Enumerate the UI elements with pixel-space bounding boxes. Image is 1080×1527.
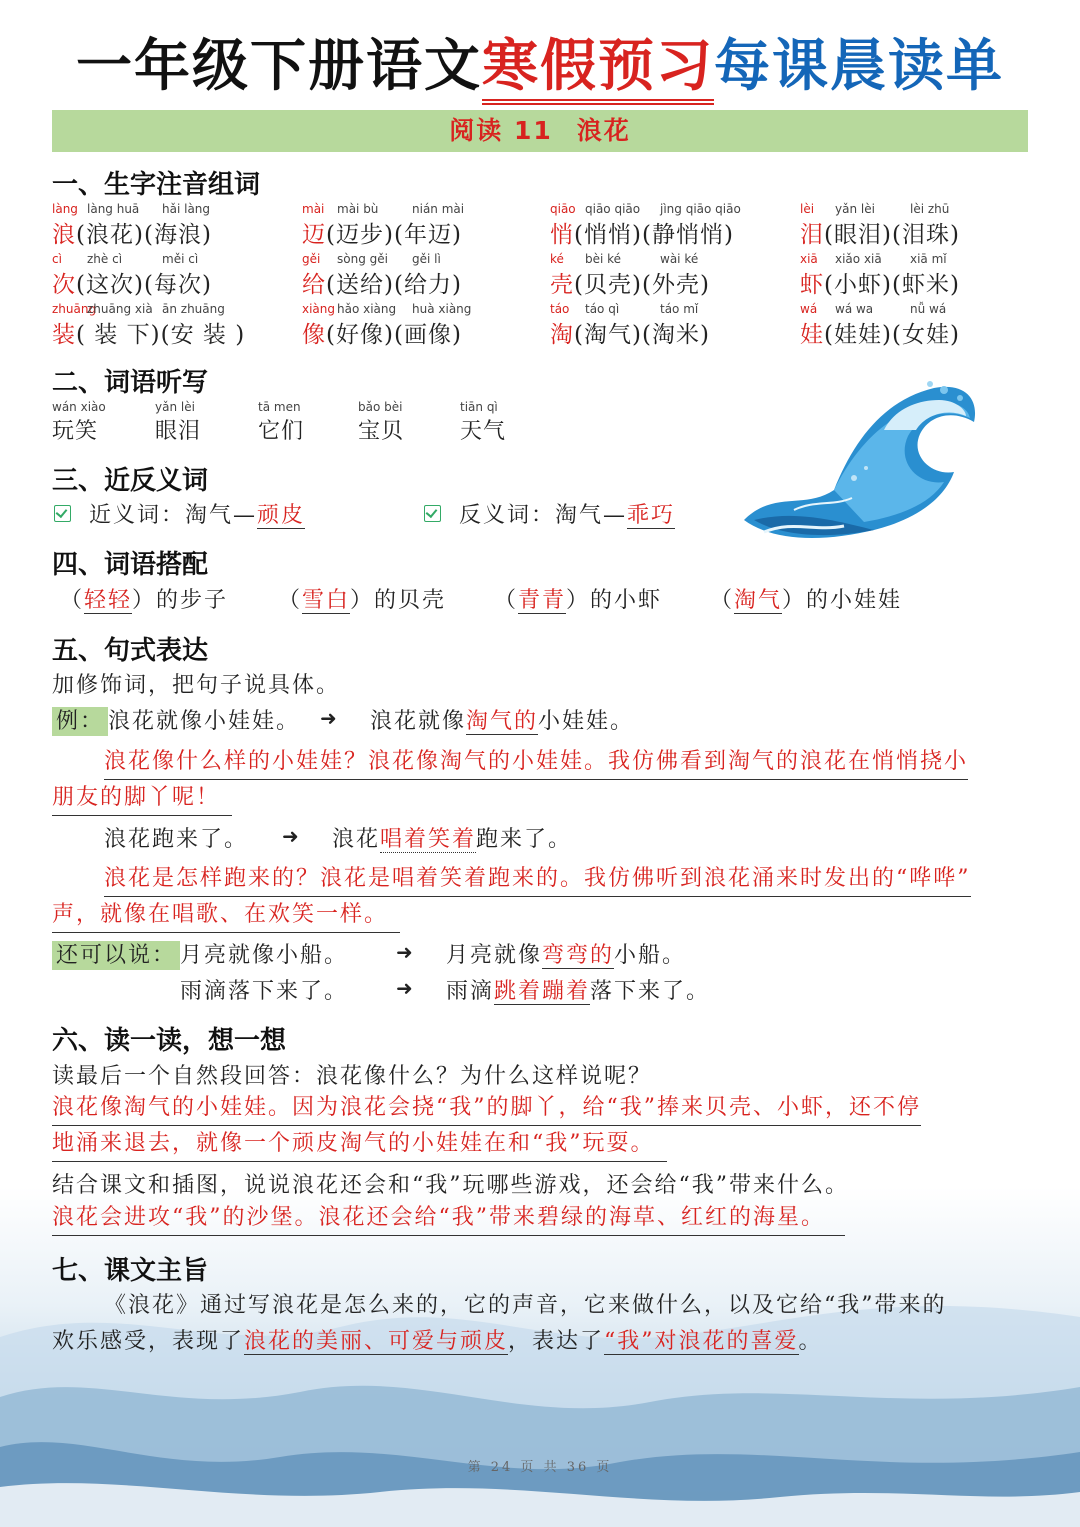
char-entry: 娃(娃娃)(女娃) xyxy=(800,322,960,348)
also-say-line-1 xyxy=(52,938,348,969)
answer-q1-line-1: 浪花像淘气的小娃娃。因为浪花会挠“我”的脚丫，给“我”捧来贝壳、小虾，还不停 xyxy=(52,1091,921,1126)
example-4-modifier: 跳着蹦着 xyxy=(494,979,591,1004)
example-1-right-a: 浪花就像 xyxy=(370,709,467,734)
synonym-answer: 顽皮 xyxy=(257,503,306,528)
word-2: 年迈 xyxy=(403,222,452,248)
collocation-answer: 雪白 xyxy=(302,588,351,613)
example-3-right xyxy=(446,938,686,969)
answer-2-line-1: 浪花是怎样跑来的？浪花是唱着笑着跑来的。我仿佛听到浪花涌来时发出的“哗哗” xyxy=(104,862,971,897)
example-2-modifier: 唱着笑着 xyxy=(380,827,477,852)
answer-2 xyxy=(52,861,971,933)
target-char: 浪 xyxy=(52,222,76,248)
word-2: 画像 xyxy=(403,322,452,348)
char-pinyin: gěi xyxy=(302,252,321,266)
word-2: 外壳 xyxy=(651,272,700,298)
target-char: 娃 xyxy=(800,322,824,348)
word-pinyin: yǎn lèi xyxy=(835,202,875,216)
dictation-pinyin: tā men xyxy=(258,400,301,414)
collocation-noun: 的小虾 xyxy=(590,588,663,613)
target-char: 像 xyxy=(302,322,326,348)
word-2: 安 装 xyxy=(170,322,236,348)
example-1-modifier: 淘气的 xyxy=(466,709,539,734)
char-pinyin: wá xyxy=(800,302,818,316)
answer-q2-line: 浪花会进攻“我”的沙堡。浪花还会给“我”带来碧绿的海草、红红的海星。 xyxy=(52,1201,845,1236)
summary-b: ，表达了 xyxy=(508,1329,605,1354)
example-3-right-b: 小船。 xyxy=(614,943,687,968)
word-2: 泪珠 xyxy=(901,222,950,248)
target-char: 给 xyxy=(302,272,326,298)
question-1: 读最后一个自然段回答：浪花像什么？为什么这样说呢？ xyxy=(52,1064,653,1089)
word-pinyin: làng huā xyxy=(87,202,140,216)
arrow-icon: ➜ xyxy=(396,940,415,964)
char-entry: 淘(淘气)(淘米) xyxy=(550,322,710,348)
section-heading-7: 七、课文主旨 xyxy=(52,1256,209,1286)
answer-1 xyxy=(52,744,968,816)
dictation-word: 它们 xyxy=(258,419,305,444)
word-2: 淘米 xyxy=(651,322,700,348)
target-char: 次 xyxy=(52,272,76,298)
word-pinyin: wá wa xyxy=(835,302,874,316)
example-4-right-b: 落下来了。 xyxy=(590,979,711,1004)
answer-q2 xyxy=(52,1200,845,1236)
example-1-right xyxy=(370,704,634,735)
char-entry: 虾(小虾)(虾米) xyxy=(800,272,960,298)
collocation-item: （轻轻）的步子 xyxy=(60,588,229,613)
section-heading-1: 一、生字注音组词 xyxy=(52,170,261,200)
title-part1: 一年级下册语文 xyxy=(76,34,482,99)
collocation-item: （雪白）的贝壳 xyxy=(278,588,447,613)
example-4-right-a: 雨滴 xyxy=(446,979,495,1004)
char-pinyin: mài xyxy=(302,202,325,216)
checkbox-icon xyxy=(424,505,441,522)
char-entry: 给(送给)(给力) xyxy=(302,272,462,298)
title-part3: 每课晨读单 xyxy=(714,34,1004,99)
char-pinyin: lèi xyxy=(800,202,815,216)
word-2: 虾米 xyxy=(901,272,950,298)
example-1 xyxy=(52,704,300,735)
page-footer: 第 24 页 共 36 页 xyxy=(467,1460,613,1475)
char-entry: 迈(迈步)(年迈) xyxy=(302,222,462,248)
s5-intro: 加修饰词，把句子说具体。 xyxy=(52,673,341,698)
char-pinyin: zhuāng xyxy=(52,302,97,316)
word-pinyin: jìng qiāo qiāo xyxy=(660,202,741,216)
arrow-icon: ➜ xyxy=(320,706,339,730)
dictation-pinyin: wán xiào xyxy=(52,400,106,414)
antonym-answer: 乖巧 xyxy=(627,503,676,528)
collocation-answer: 轻轻 xyxy=(84,588,133,613)
dictation-word: 天气 xyxy=(460,419,507,444)
target-char: 虾 xyxy=(800,272,824,298)
char-pinyin: ké xyxy=(550,252,564,266)
word-pinyin: bèi ké xyxy=(585,252,622,266)
word-pinyin: xiā mǐ xyxy=(910,252,947,266)
example-3-left: 月亮就像小船。 xyxy=(180,943,349,968)
example-label: 例： xyxy=(52,707,108,736)
target-char: 泪 xyxy=(800,222,824,248)
section-heading-4: 四、词语搭配 xyxy=(52,550,209,580)
word-2: 每次 xyxy=(153,272,202,298)
target-char: 装 xyxy=(52,322,76,348)
word-1: 浪花 xyxy=(85,222,134,248)
word-1: 送给 xyxy=(335,272,384,298)
lesson-name: 浪花 xyxy=(576,116,631,145)
dictation-pinyin: bǎo bèi xyxy=(358,400,403,414)
char-entry: 悄(悄悄)(静悄悄) xyxy=(550,222,734,248)
word-pinyin: hǎo xiàng xyxy=(337,302,397,316)
word-1: 淘气 xyxy=(583,322,632,348)
word-1: 小虾 xyxy=(833,272,882,298)
char-pinyin: làng xyxy=(52,202,78,216)
page-title xyxy=(0,30,1080,104)
example-2-left: 浪花跑来了。 xyxy=(104,827,249,852)
collocation-answer: 淘气 xyxy=(734,588,783,613)
word-1: 悄悄 xyxy=(583,222,632,248)
word-pinyin: huà xiàng xyxy=(412,302,472,316)
char-pinyin: xiā xyxy=(800,252,818,266)
word-pinyin: hǎi làng xyxy=(162,202,211,216)
answer-1-line-1: 浪花像什么样的小娃娃？浪花像淘气的小娃娃。我仿佛看到淘气的浪花在悄悄挠小 xyxy=(104,745,968,780)
char-pinyin: xiàng xyxy=(302,302,336,316)
collocation-noun: 的小娃娃 xyxy=(806,588,903,613)
word-1: 眼泪 xyxy=(833,222,882,248)
collocation-item: （青青）的小虾 xyxy=(494,588,663,613)
word-2: 静悄悄 xyxy=(651,222,724,248)
word-pinyin: qiāo qiāo xyxy=(585,202,641,216)
dictation-word: 玩笑 xyxy=(52,419,99,444)
char-entry: 像(好像)(画像) xyxy=(302,322,462,348)
word-2: 给力 xyxy=(403,272,452,298)
section-heading-5: 五、句式表达 xyxy=(52,636,209,666)
dictation-word: 宝贝 xyxy=(358,419,405,444)
example-1-left: 浪花就像小娃娃。 xyxy=(108,709,301,734)
example-2-right-a: 浪花 xyxy=(332,827,381,852)
antonym-line xyxy=(424,498,675,529)
word-1: 娃娃 xyxy=(833,322,882,348)
example-3-right-a: 月亮就像 xyxy=(446,943,543,968)
section-heading-3: 三、近反义词 xyxy=(52,466,209,496)
char-entry: 装( 装 下)(安 装 ) xyxy=(52,322,246,348)
example-2-right xyxy=(332,822,572,853)
word-pinyin: xiǎo xiā xyxy=(835,252,882,266)
summary-line-2 xyxy=(52,1324,823,1355)
target-char: 淘 xyxy=(550,322,574,348)
collocation-answer: 青青 xyxy=(518,588,567,613)
answer-q1 xyxy=(52,1090,921,1162)
word-1: 装 下 xyxy=(85,322,151,348)
word-2: 女娃 xyxy=(901,322,950,348)
dictation-pinyin: tiān qì xyxy=(460,400,498,414)
answer-1-line-2: 朋友的脚丫呢！ xyxy=(52,781,232,816)
word-pinyin: nián mài xyxy=(412,202,465,216)
word-pinyin: sòng gěi xyxy=(337,252,388,266)
word-1: 这次 xyxy=(85,272,134,298)
arrow-icon: ➜ xyxy=(396,976,415,1000)
target-char: 迈 xyxy=(302,222,326,248)
synonym-label: 近义词：淘气— xyxy=(89,503,258,528)
char-entry: 浪(浪花)(海浪) xyxy=(52,222,212,248)
also-say-label: 还可以说： xyxy=(52,941,180,970)
word-pinyin: mài bù xyxy=(337,202,379,216)
char-pinyin: qiāo xyxy=(550,202,576,216)
lesson-bar xyxy=(52,110,1028,152)
word-pinyin: zhuāng xià xyxy=(87,302,153,316)
char-pinyin: cì xyxy=(52,252,62,266)
checkbox-icon xyxy=(54,505,71,522)
word-1: 贝壳 xyxy=(583,272,632,298)
summary-highlight-1: 浪花的美丽、可爱与顽皮 xyxy=(244,1329,509,1354)
example-2-right-b: 跑来了。 xyxy=(476,827,573,852)
word-pinyin: táo qì xyxy=(585,302,620,316)
target-char: 悄 xyxy=(550,222,574,248)
word-1: 好像 xyxy=(335,322,384,348)
word-2: 海浪 xyxy=(153,222,202,248)
section-heading-2: 二、词语听写 xyxy=(52,368,209,398)
char-entry: 泪(眼泪)(泪珠) xyxy=(800,222,960,248)
target-char: 壳 xyxy=(550,272,574,298)
collocation-noun: 的贝壳 xyxy=(374,588,447,613)
example-4-right xyxy=(446,974,710,1005)
summary-c: 。 xyxy=(798,1329,823,1354)
example-1-right-b: 小娃娃。 xyxy=(538,709,635,734)
dictation-word: 眼泪 xyxy=(155,419,202,444)
word-pinyin: lèi zhū xyxy=(910,202,950,216)
lesson-number: 阅读 11 xyxy=(449,116,553,145)
summary-line-1: 《浪花》通过写浪花是怎么来的，它的声音，它来做什么，以及它给“我”带来的 xyxy=(104,1293,947,1318)
arrow-icon: ➜ xyxy=(282,824,301,848)
question-2: 结合课文和插图，说说浪花还会和“我”玩哪些游戏，还会给“我”带来什么。 xyxy=(52,1173,849,1198)
antonym-label: 反义词：淘气— xyxy=(459,503,628,528)
word-pinyin: táo mǐ xyxy=(660,302,699,316)
wave-illustration xyxy=(734,370,984,546)
word-pinyin: ān zhuāng xyxy=(162,302,225,316)
word-pinyin: wài ké xyxy=(660,252,699,266)
char-entry: 次(这次)(每次) xyxy=(52,272,212,298)
char-pinyin: táo xyxy=(550,302,570,316)
dictation-pinyin: yǎn lèi xyxy=(155,400,195,414)
collocation-noun: 的步子 xyxy=(156,588,229,613)
char-entry: 壳(贝壳)(外壳) xyxy=(550,272,710,298)
title-part2: 寒假预习 xyxy=(482,34,714,105)
summary-a: 欢乐感受，表现了 xyxy=(52,1329,245,1354)
section-heading-6: 六、读一读，想一想 xyxy=(52,1026,287,1056)
example-4-left: 雨滴落下来了。 xyxy=(180,979,349,1004)
synonym-line xyxy=(54,498,305,529)
word-pinyin: gěi lì xyxy=(412,252,441,266)
word-pinyin: zhè cì xyxy=(87,252,123,266)
answer-2-line-2: 声，就像在唱歌、在欢笑一样。 xyxy=(52,898,400,933)
word-1: 迈步 xyxy=(335,222,384,248)
answer-q1-line-2: 地涌来退去，就像一个顽皮淘气的小娃娃在和“我”玩耍。 xyxy=(52,1127,667,1162)
summary-highlight-2: “我”对浪花的喜爱 xyxy=(604,1329,799,1354)
example-3-modifier: 弯弯的 xyxy=(542,943,615,968)
word-pinyin: měi cì xyxy=(162,252,199,266)
word-pinyin: nǚ wá xyxy=(910,302,947,316)
collocation-item: （淘气）的小娃娃 xyxy=(710,588,903,613)
